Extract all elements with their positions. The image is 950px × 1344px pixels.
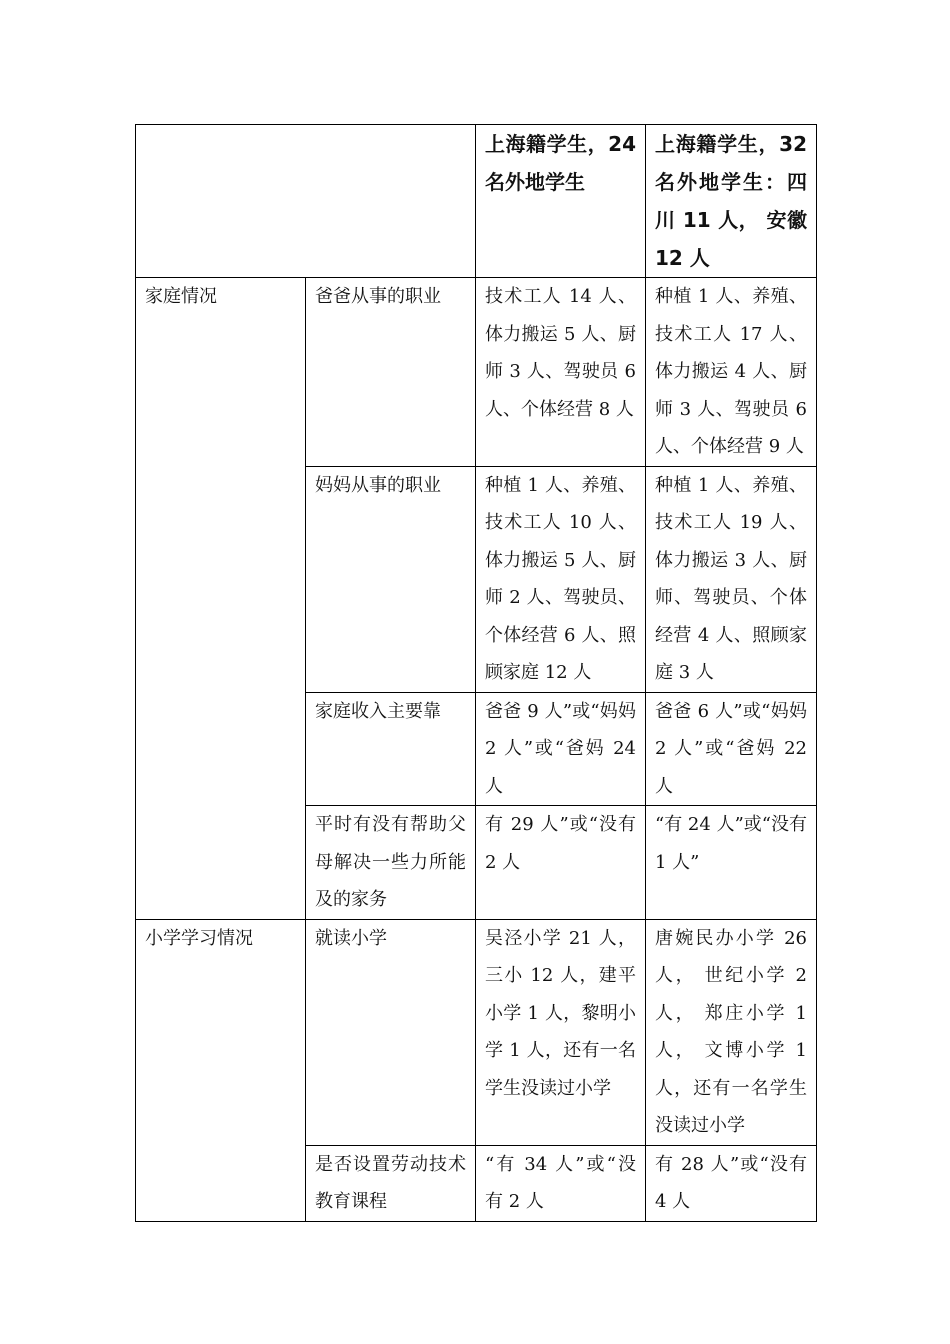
value-a: 爸爸 9 人”或“妈妈 2 人”或“爸妈 24 人 [476,692,646,806]
header-blank-cell [136,125,476,278]
value-b: “有 24 人”或“没有 1 人” [646,806,817,920]
category-family: 家庭情况 [136,278,306,920]
value-a: 有 29 人”或“没有 2 人 [476,806,646,920]
value-b: 种植 1 人、养殖、技术工人 19 人、体力搬运 3 人、厨师、驾驶员、个体经营 4 人、照顾家庭 3 人 [646,466,817,692]
category-primary-school: 小学学习情况 [136,919,306,1221]
value-b: 爸爸 6 人”或“妈妈 2 人”或“爸妈 22 人 [646,692,817,806]
survey-table [135,124,817,1222]
value-b: 唐婉民办小学 26 人， 世纪小学 2 人， 郑庄小学 1 人， 文博小学 1 人，还有一名学生没读过小学 [646,919,817,1145]
value-a: 吴泾小学 21 人，三小 12 人，建平小学 1 人，黎明小学 1 人，还有一名学生没读过小学 [476,919,646,1145]
item-income: 家庭收入主要靠 [306,692,476,806]
item-labor-course: 是否设置劳动技术教育课程 [306,1145,476,1221]
value-a: “有 34 人”或“没有 2 人 [476,1145,646,1221]
item-school: 就读小学 [306,919,476,1145]
value-a: 技术工人 14 人、体力搬运 5 人、厨师 3 人、驾驶员 6 人、个体经营 8 人 [476,278,646,467]
item-father-job: 爸爸从事的职业 [306,278,476,467]
value-b: 有 28 人”或“没有 4 人 [646,1145,817,1221]
header-shanghai-24: 上海籍学生，24名外地学生 [476,125,646,278]
item-housework: 平时有没有帮助父母解决一些力所能及的家务 [306,806,476,920]
table-row [136,919,817,1145]
value-a: 种植 1 人、养殖、技术工人 10 人、体力搬运 5 人、厨师 2 人、驾驶员、个体经营 6 人、照顾家庭 12 人 [476,466,646,692]
header-row [136,125,817,278]
value-b: 种植 1 人、养殖、技术工人 17 人、体力搬运 4 人、厨师 3 人、驾驶员 6 人、个体经营 9 人 [646,278,817,467]
header-shanghai-32: 上海籍学生，32名外地学生：四川 11 人， 安徽 12 人 [646,125,817,278]
table-row [136,278,817,467]
item-mother-job: 妈妈从事的职业 [306,466,476,692]
